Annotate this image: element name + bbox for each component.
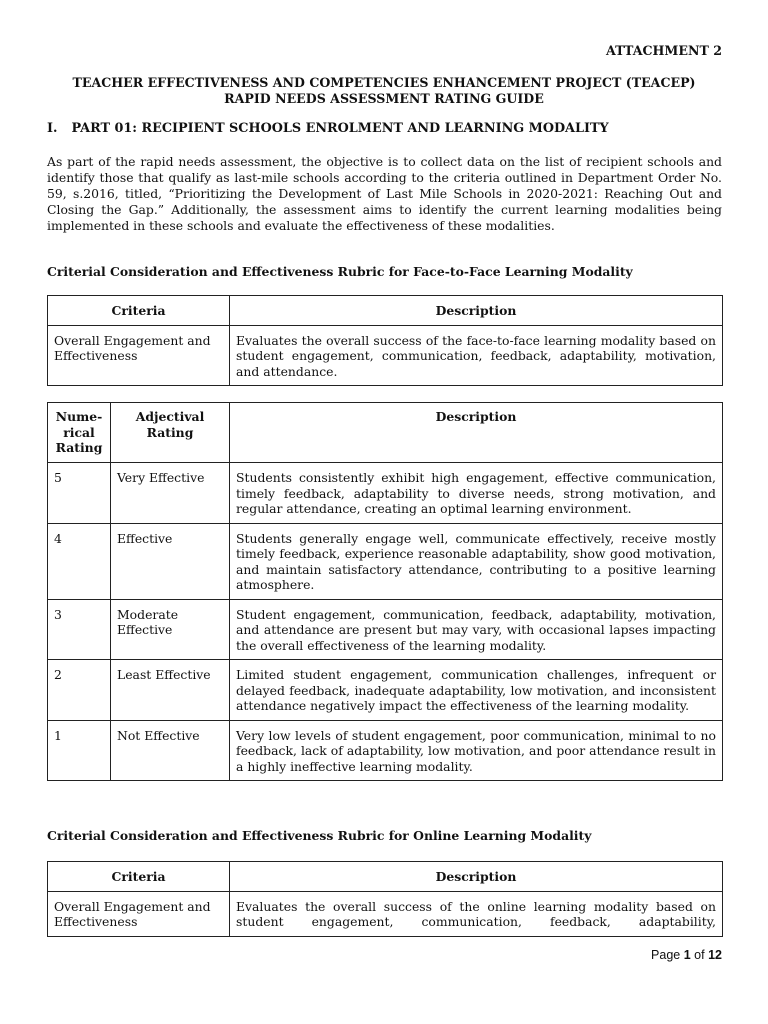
title-line-2: RAPID NEEDS ASSESSMENT RATING GUIDE [224,91,544,106]
description-header: Description [230,296,723,326]
rating-description-header: Description [230,403,723,463]
document-title [0,75,768,107]
page-prefix: Page [651,948,681,962]
rating-description: Student engagement, communication, feedback, adaptability, motivation, and attendance are present but may vary, with occasional lapses impacting the overall effectiveness of the learning modality. [230,599,723,660]
criteria-description-cell: Evaluates the overall success of the online learning modality based on student engagement, communication, feedback, adaptability, [230,891,723,936]
intro-paragraph: As part of the rapid needs assessment, the objective is to collect data on the list of recipient schools and identify those that qualify as last-mile schools according to the criteria outlined in Department Order No. 59, s.2016, titled, “Prioritizing the Development of Last Mile Schools in 2020-2021: Reaching Out and Closing the Gap.” Additionally, the assessment aims to identify the current learning modalities being implemented in these schools and evaluate the effectiveness of these modalities. [47,154,722,233]
rating-description: Students consistently exhibit high engagement, effective communication, timely feedback, adaptability to diverse needs, strong motivation, and regular attendance, creating an optimal learning environment. [230,463,723,524]
table-row [48,599,723,660]
page-total: 12 [708,948,722,962]
section-title: PART 01: RECIPIENT SCHOOLS ENROLMENT AND LEARNING MODALITY [71,121,609,136]
criteria-cell: Overall Engagement and Effectiveness [48,891,230,936]
table-row [48,463,723,524]
table-row [48,720,723,781]
criteria-description-cell: Evaluates the overall success of the face-to-face learning modality based on student engagement, communication, feedback, adaptability, motivation, and attendance. [230,325,723,386]
adjectival-rating-header: Adjectival Rating [111,403,230,463]
online-heading: Criterial Consideration and Effectiveness Rubric for Online Learning Modality [47,828,592,843]
table-row [48,660,723,721]
rating-number: 2 [48,660,111,721]
face-to-face-heading: Criterial Consideration and Effectiveness Rubric for Face-to-Face Learning Modality [47,264,633,279]
face-to-face-rating-table [47,402,723,781]
numerical-rating-header: Nume-rical Rating [48,403,111,463]
section-number: I. [47,121,58,136]
title-line-1: TEACHER EFFECTIVENESS AND COMPETENCIES ENHANCEMENT PROJECT (TEACEP) [72,75,696,90]
rating-adjective: Very Effective [111,463,230,524]
rating-number: 1 [48,720,111,781]
table-row [48,523,723,599]
page-number [651,948,722,962]
criteria-header: Criteria [48,296,230,326]
rating-adjective: Effective [111,523,230,599]
rating-adjective: Moderate Effective [111,599,230,660]
rating-description: Very low levels of student engagement, poor communication, minimal to no feedback, lack of adaptability, low motivation, and poor attendance result in a highly ineffective learning modality. [230,720,723,781]
criteria-cell: Overall Engagement and Effectiveness [48,325,230,386]
rating-number: 4 [48,523,111,599]
page-current: 1 [683,948,691,962]
criteria-header: Criteria [48,862,230,892]
rating-adjective: Not Effective [111,720,230,781]
rating-description: Students generally engage well, communicate effectively, receive mostly timely feedback, experience reasonable adaptability, show good motivation, and maintain satisfactory attendance, contributing to a positive learning atmosphere. [230,523,723,599]
online-criteria-table [47,861,723,937]
rating-number: 3 [48,599,111,660]
attachment-label: ATTACHMENT 2 [606,43,722,58]
page-of: of [694,948,705,962]
rating-adjective: Least Effective [111,660,230,721]
face-to-face-criteria-table [47,295,723,386]
section-heading [47,121,609,136]
rating-description: Limited student engagement, communication challenges, infrequent or delayed feedback, inadequate adaptability, low motivation, and inconsistent attendance negatively impact the effectiveness of the learning modality. [230,660,723,721]
description-header: Description [230,862,723,892]
rating-number: 5 [48,463,111,524]
